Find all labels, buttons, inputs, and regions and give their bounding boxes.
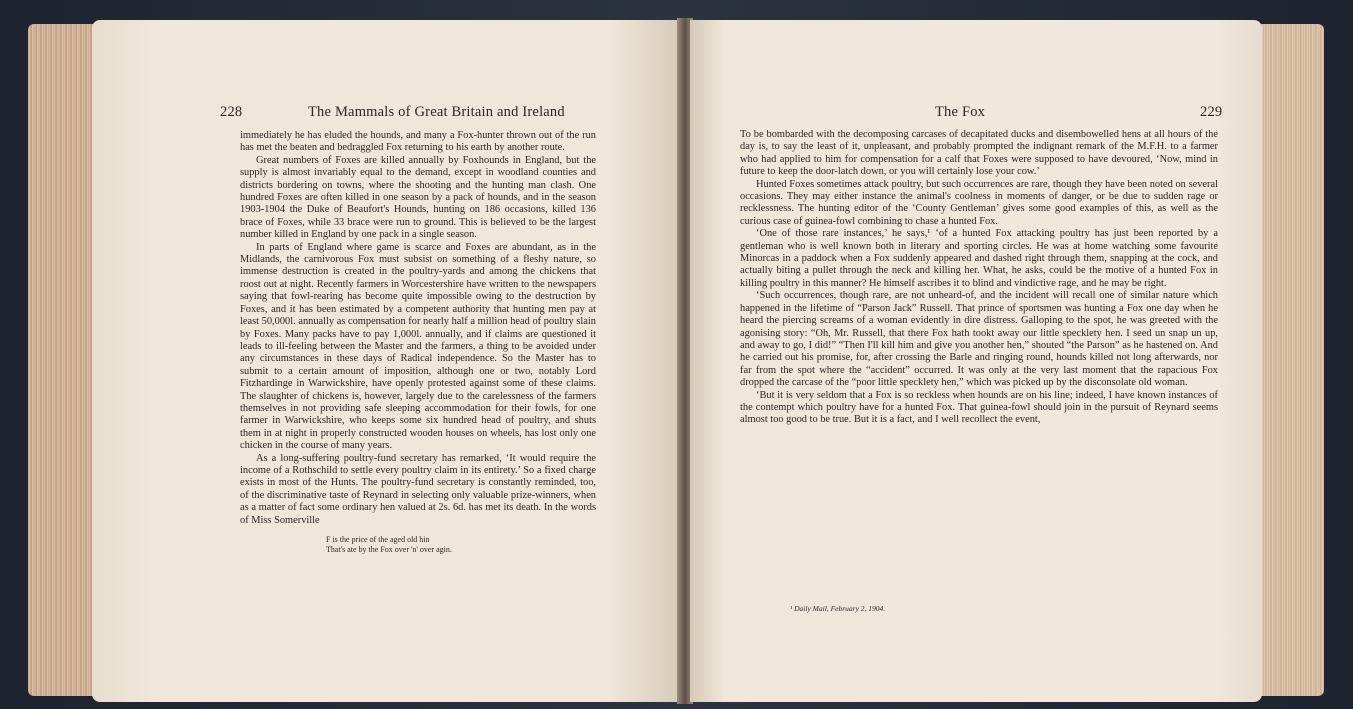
verse-line: That's ate by the Fox over 'n' over agin. <box>326 545 452 554</box>
verse-quote <box>326 535 596 555</box>
running-title: The Fox <box>935 104 986 120</box>
paragraph: Great numbers of Foxes are killed annually by Foxhounds in England, but the supply is almost invariably equal to the demand, except in woodland counties and districts bordering on towns, where the shooting and the hunting man clash. One hundred Foxes are often killed in one season by a pack of hounds, and in the season 1903-1904 the Duke of Beaufort's Hounds, hunting on 186 occasions, killed 136 brace of Foxes, while 33 brace were run to ground. This is believed to be the largest number killed in England by one pack in a single season. <box>240 154 596 241</box>
page-number: 229 <box>1200 104 1223 120</box>
body-text <box>740 129 1218 427</box>
right-page <box>690 20 1262 702</box>
page-number: 228 <box>220 104 243 120</box>
left-page <box>92 20 680 702</box>
right-page-edges <box>1254 24 1324 696</box>
paragraph: ‘One of those rare instances,’ he says,¹ ‘of a hunted Fox attacking poultry has just been reported by a gentleman who is well known both in literary and sporting circles. He was at home watching some favourite Minorcas in a paddock when a Fox suddenly appeared and dashed right through them, snapping at the cock, and actually biting a pullet through the neck and killing her. What, he asks, could be the motive of a hunted Fox in killing poultry in this manner? He himself ascribes it to blind and vindictive rage, and he may be right. <box>740 228 1218 289</box>
open-book <box>22 10 1332 704</box>
body-text <box>240 130 596 555</box>
paragraph: Hunted Foxes sometimes attack poultry, but such occurrences are rare, though they have been noted on several occasions. They may either instance the animal's coolness in moments of danger, or be due to sudden rage or recklessness. The hunting editor of the ‘County Gentleman’ gives some good examples of this, as well as the curious case of guinea-fowl combining to chase a hunted Fox. <box>740 178 1218 227</box>
paragraph: To be bombarded with the decomposing carcases of decapitated ducks and disembowelled hens at all hours of the day is, to say the least of it, unpleasant, and probably prompted the indignant remark of the M.F.H. to a farmer who had applied to him for compensation for a calf that Foxes were supposed to have devoured, ‘Now, mind in future to keep the door-latch down, or you will certainly lose your cow.’ <box>740 129 1218 178</box>
verse-line: F is the price of the aged old hin <box>326 535 430 544</box>
paragraph: immediately he has eluded the hounds, and many a Fox-hunter thrown out of the run has met the beaten and bedraggled Fox returning to his earth by another route. <box>240 130 596 154</box>
paragraph: ‘Such occurrences, though rare, are not unheard-of, and the incident will recall one of similar nature which happened in the lifetime of “Parson Jack” Russell. That prince of sportsmen was hunting a Fox one day when he heard the piercing screams of a woman evidently in dire distress. Galloping to the spot, he was greeted with the agonising story: “Oh, Mr. Russell, that there Fox hath tookt away our little specklety hen. I seed un snap un up, and away to go, I did!” “Then I'll kill him and give you another hen,” shouted “the Parson” as he hastened on. And he carried out his promise, for, after crossing the Barle and ringing round, hounds killed not long afterwards, nor far from the spot where the “accident” occurred. It was only at the very last moment that the rapacious Fox dropped the carcase of the “poor little specklety hen,” which was picked up by the disconsolate old woman. <box>740 290 1218 389</box>
paragraph: As a long-suffering poultry-fund secretary has remarked, ‘It would require the income of a Rothschild to settle every poultry claim in its entirety.’ So a fixed charge exists in most of the Hunts. The poultry-fund secretary is constantly reminded, too, of the discriminative taste of Reynard in selecting only valuable prize-winners, when as a matter of fact some ordinary hen valued at 2s. 6d. has met its death. In the words of Miss Somerville <box>240 452 596 526</box>
footnote: ¹ Daily Mail, February 2, 1904. <box>790 604 886 613</box>
paragraph: In parts of England where game is scarce and Foxes are abundant, as in the Midlands, the carnivorous Fox must subsist on something of a fleshy nature, so immense destruction is created in the poultry-yards and among the chickens that roost out at night. Recently farmers in Worcestershire have written to the newspapers saying that fowl-rearing has become quite impossible owing to the destruction by Foxes, and it has been estimated by a competent authority that hunting men pay at least 50,000l. annually as compensation for nearly half a million head of poultry slain by Foxes. Many packs have to pay 1,000l. annually, and if claims are questioned it leads to ill-feeling between the Master and the farmers, a thing to be avoided under any circumstances in these days of Radical independence. So the Master has to submit to a certain amount of imposition, although one or two, notably Lord Fitzhardinge in Warwickshire, have openly protested against some of these claims. The slaughter of chickens is, however, largely due to the carelessness of the farmers themselves in not providing safe sleeping accommodation for their fowls, for one farmer in Warwickshire, who keeps some six hundred head of poultry, and shuts them in at night in properly constructed wooden houses on wheels, has lost only one chicken in the course of many years. <box>240 241 596 452</box>
paragraph: ‘But it is very seldom that a Fox is so reckless when hounds are on his line; indeed, I have known instances of the contempt which poultry have for a hunted Fox. That guinea-fowl should join in the pursuit of Reynard seems almost too good to be true. But it is a fact, and I well recollect the event, <box>740 389 1218 426</box>
running-title: The Mammals of Great Britain and Ireland <box>308 104 565 120</box>
